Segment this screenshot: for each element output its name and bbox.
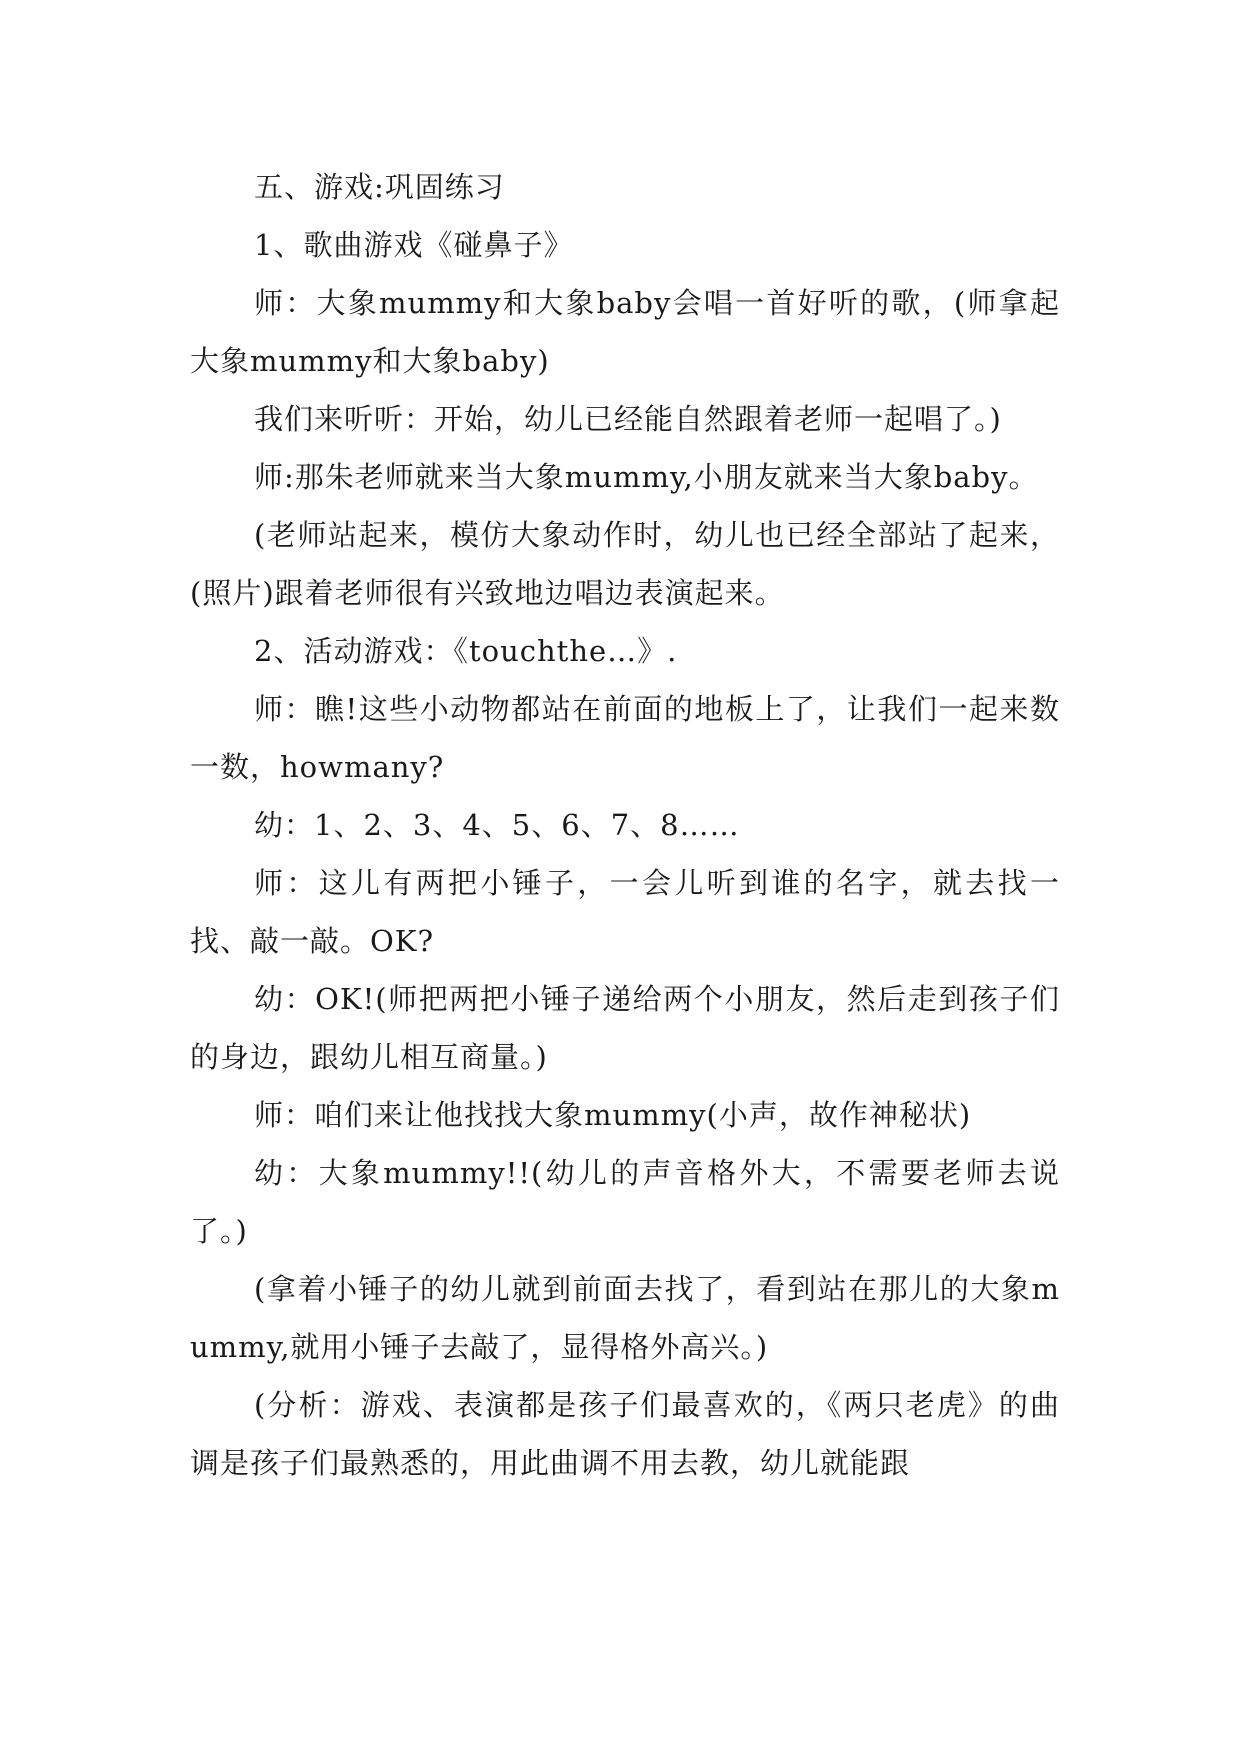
paragraph: (老师站起来，模仿大象动作时，幼儿也已经全部站了起来，(照片)跟着老师很有兴致地边唱边表演起来。 — [190, 518, 1060, 610]
paragraph: 师：瞧!这些小动物都站在前面的地板上了，让我们一起来数一数，howmany? — [190, 692, 1060, 784]
paragraph: 师：这儿有两把小锤子，一会儿听到谁的名字，就去找一找、敲一敲。OK? — [190, 866, 1060, 958]
paragraph: 幼：OK!(师把两把小锤子递给两个小朋友，然后走到孩子们的身边，跟幼儿相互商量。) — [190, 982, 1060, 1074]
paragraph: 幼：1、2、3、4、5、6、7、8…… — [254, 808, 740, 842]
paragraph: (拿着小锤子的幼儿就到前面去找了，看到站在那儿的大象mummy,就用小锤子去敲了，显得格外高兴。) — [190, 1272, 1060, 1364]
paragraph: 师:那朱老师就来当大象mummy,小朋友就来当大象baby。 — [254, 460, 1039, 494]
paragraph: 幼：大象mummy!!(幼儿的声音格外大，不需要老师去说了。) — [190, 1156, 1060, 1248]
subsection-heading: 2、活动游戏：《touchthe…》. — [254, 634, 678, 668]
section-heading: 五、游戏:巩固练习 — [254, 170, 505, 204]
paragraph: 师：大象mummy和大象baby会唱一首好听的歌，(师拿起大象mummy和大象baby) — [190, 286, 1060, 378]
paragraph: 我们来听听：开始，幼儿已经能自然跟着老师一起唱了。) — [254, 402, 1002, 436]
document-body — [190, 158, 1060, 1492]
paragraph: 师：咱们来让他找找大象mummy(小声，故作神秘状) — [254, 1098, 972, 1132]
subsection-heading: 1、歌曲游戏《碰鼻子》 — [254, 228, 574, 262]
paragraph: (分析：游戏、表演都是孩子们最喜欢的，《两只老虎》的曲调是孩子们最熟悉的，用此曲调不用去教，幼儿就能跟 — [190, 1388, 1060, 1480]
